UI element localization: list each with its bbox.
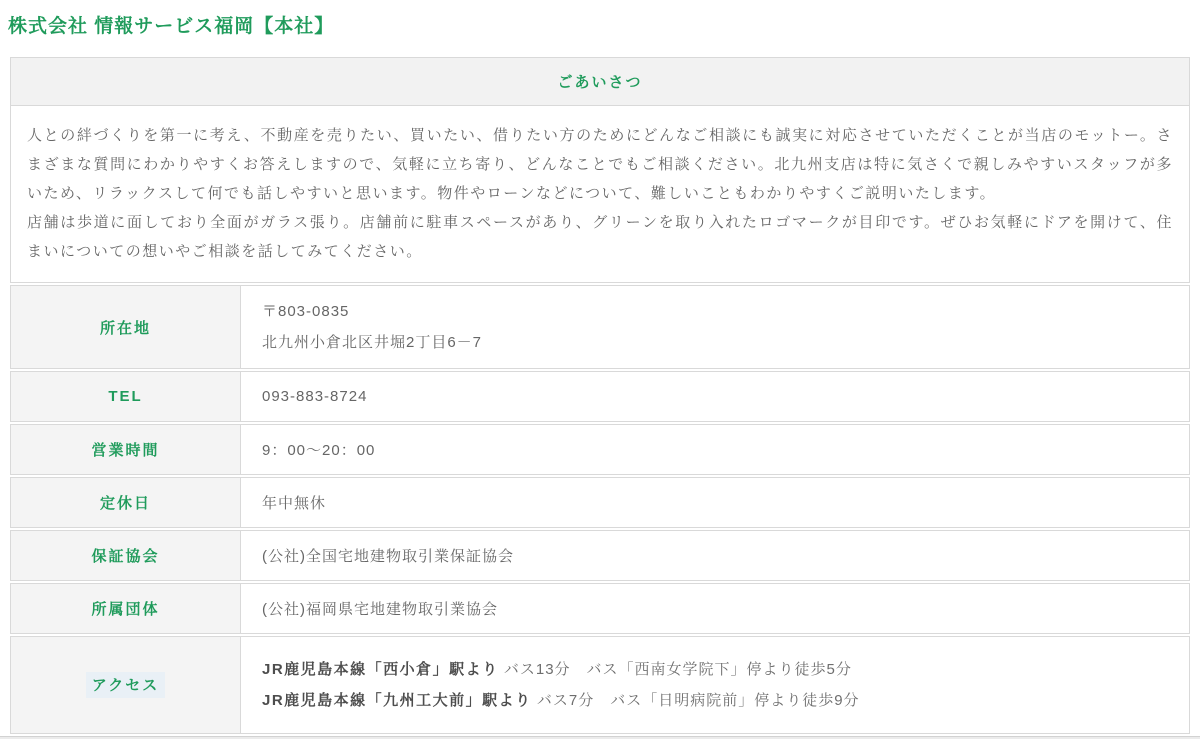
row-value-guarantee (241, 531, 1189, 580)
row-label-tel: TEL (11, 372, 241, 421)
row-value-membership (241, 584, 1189, 633)
info-row-address (10, 285, 1190, 369)
access-line-2-station: JR鹿児島本線「九州工大前」駅より (262, 692, 532, 709)
greeting-paragraph-2: 店舗は歩道に面しており全面がガラス張り。店舗前に駐車スペースがあり、グリーンを取り入れたロゴマークが目印です。ぜひお気軽にドアを開けて、住まいについての想いやご相談を話してみてください。 (27, 214, 1173, 260)
info-row-access (10, 636, 1190, 734)
access-line-1 (262, 654, 1175, 685)
business-hours: 9：00～20：00 (262, 442, 376, 459)
member-association: (公社)福岡県宅地建物取引業協会 (262, 601, 498, 618)
info-row-tel (10, 371, 1190, 422)
row-value-holiday (241, 478, 1189, 527)
row-value-tel (241, 372, 1189, 421)
access-line-1-detail: バス13分 バス「西南女学院下」停より徒歩5分 (498, 661, 852, 678)
phone-number: 093-883-8724 (262, 388, 368, 405)
row-label-membership: 所属団体 (11, 584, 241, 633)
row-label-access (11, 637, 241, 733)
row-value-address (241, 286, 1189, 368)
holiday: 年中無休 (262, 495, 327, 512)
info-row-guarantee (10, 530, 1190, 581)
company-info-content (10, 57, 1190, 734)
row-label-guarantee: 保証協会 (11, 531, 241, 580)
guarantee-association: (公社)全国宅地建物取引業保証協会 (262, 548, 514, 565)
info-row-hours (10, 424, 1190, 475)
greeting-body (11, 106, 1189, 282)
page-title: 株式会社 情報サービス福岡【本社】 (8, 16, 335, 37)
row-value-access (241, 637, 1189, 733)
access-line-1-station: JR鹿児島本線「西小倉」駅より (262, 661, 499, 678)
info-row-membership (10, 583, 1190, 634)
postal-code: 〒803-0835 (262, 303, 350, 320)
access-line-2 (262, 685, 1175, 716)
row-label-hours: 営業時間 (11, 425, 241, 474)
greeting-section (10, 57, 1190, 283)
street-address: 北九州小倉北区井堀2丁目6－7 (262, 334, 483, 351)
info-row-holiday (10, 477, 1190, 528)
greeting-header: ごあいさつ (11, 58, 1189, 106)
row-label-holiday: 定休日 (11, 478, 241, 527)
access-label-highlight: アクセス (86, 672, 166, 698)
row-value-hours (241, 425, 1189, 474)
access-line-2-detail: バス7分 バス「日明病院前」停より徒歩9分 (531, 692, 860, 709)
greeting-paragraph-1: 人との絆づくりを第一に考え、不動産を売りたい、買いたい、借りたい方のためにどんなご相談にも誠実に対応させていただくことが当店のモットー。さまざまな質問にわかりやすくお答えしますので、気軽に立ち寄り、どんなことでもご相談ください。北九州支店は特に気さくで親しみやすいスタッフが多いため、リラックスして何でも話しやすいと思います。物件やローンなどについて、難しいこともわかりやすくご説明いたします。 (27, 127, 1173, 202)
row-label-address: 所在地 (11, 286, 241, 368)
